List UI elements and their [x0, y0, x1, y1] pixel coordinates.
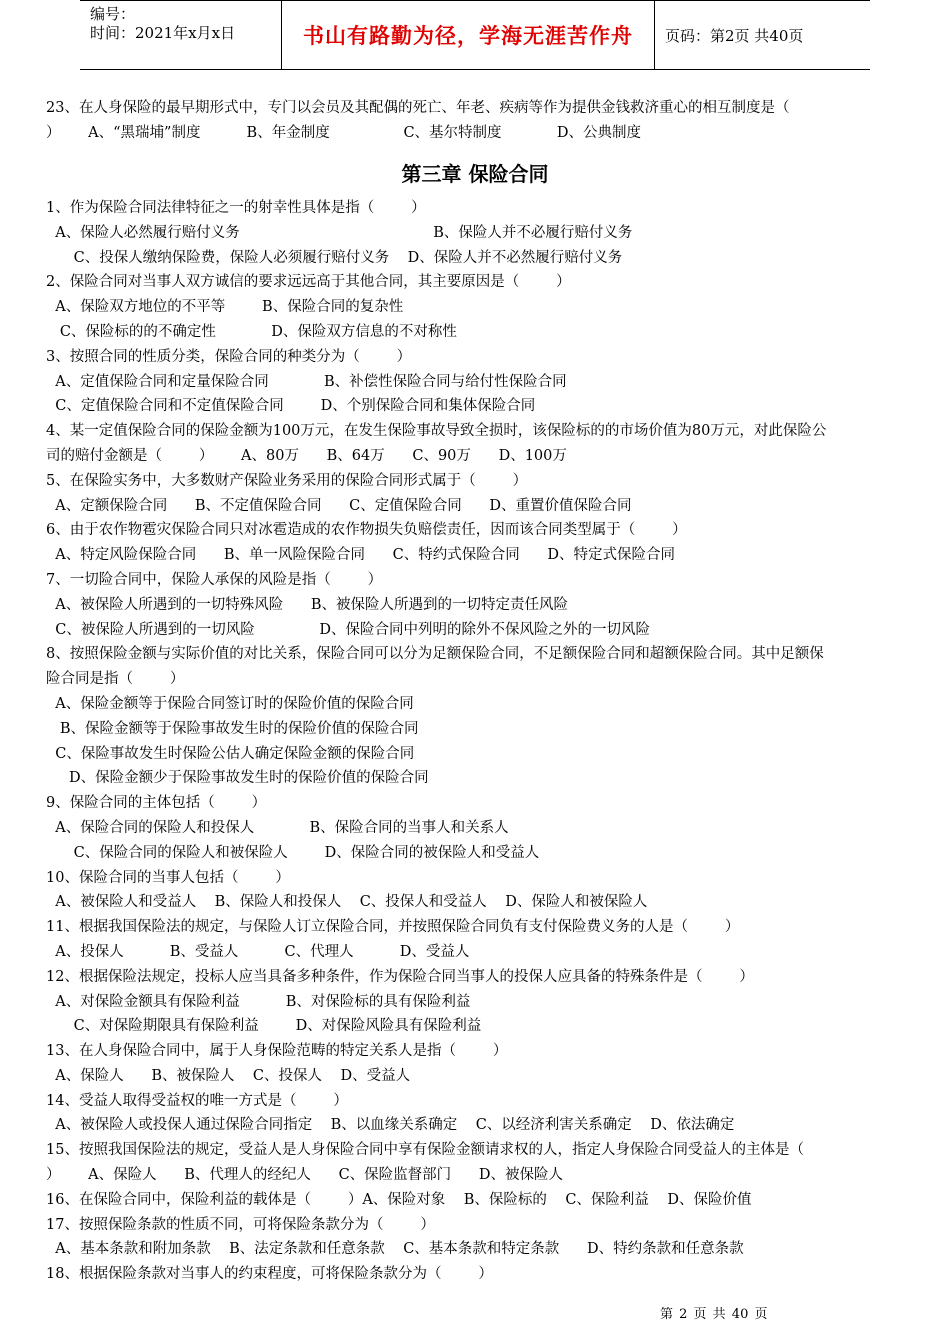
question-line: 23、在人身保险的最早期形式中，专门以会员及其配偶的死亡、年老、疾病等作为提供金钱救济重心的相互制度是（ [46, 100, 790, 116]
question-line: 司的赔付金额是（ ） A、80万 B、64万 C、90万 D、100万 [46, 447, 567, 464]
question-line: 14、受益人取得受益权的唯一方式是（ ） [46, 1092, 348, 1109]
question-line: C、被保险人所遇到的一切风险 D、保险合同中列明的除外不保风险之外的一切风险 [46, 621, 650, 638]
question-line: A、投保人 B、受益人 C、代理人 D、受益人 [46, 943, 470, 960]
question-line: A、保险金额等于保险合同签订时的保险价值的保险合同 [46, 695, 414, 712]
question-line: D、保险金额少于保险事故发生时的保险价值的保险合同 [46, 770, 429, 787]
question-line: 4、某一定值保险合同的保险金额为100万元，在发生保险事故导致全损时，该保险标的的市场价值为80万元，对此保险公 [46, 423, 827, 440]
question-line: A、定额保险合同 B、不定值保险合同 C、定值保险合同 D、重置价值保险合同 [46, 497, 632, 514]
question-line: 5、在保险实务中，大多数财产保险业务采用的保险合同形式属于（ ） [46, 472, 528, 489]
question-line: A、对保险金额具有保险利益 B、对保险标的具有保险利益 [46, 993, 471, 1010]
question-line: A、保险人 B、被保险人 C、投保人 D、受益人 [46, 1067, 411, 1084]
question-line: 18、根据保险条款对当事人的约束程度，可将保险条款分为（ ） [46, 1266, 493, 1283]
question-line: 12、根据保险法规定，投标人应当具备多种条件，作为保险合同当事人的投保人应具备的特殊条件是（ ） [46, 968, 754, 985]
question-line: A、保险人必然履行赔付义务 B、保险人并不必履行赔付义务 [46, 224, 633, 241]
question-line: A、保险双方地位的不平等 B、保险合同的复杂性 [46, 299, 404, 316]
question-line: C、投保人缴纳保险费，保险人必须履行赔付义务 D、保险人并不必然履行赔付义务 [46, 249, 623, 266]
question-line: A、定值保险合同和定量保险合同 B、补偿性保险合同与给付性保险合同 [46, 373, 567, 390]
question-line: A、被保险人所遇到的一切特殊风险 B、被保险人所遇到的一切特定责任风险 [46, 596, 568, 613]
question-line: 险合同是指（ ） [46, 671, 185, 688]
question-line: A、特定风险保险合同 B、单一风险保险合同 C、特约式保险合同 D、特定式保险合同 [46, 547, 676, 564]
time-label: 时间：2021年x月x日 [90, 24, 236, 42]
header-meta [80, 1, 280, 73]
question-line: A、被保险人或投保人通过保险合同指定 B、以血缘关系确定 C、以经济利害关系确定 D、依法确定 [46, 1117, 735, 1134]
question-line: 15、按照我国保险法的规定，受益人是人身保险合同中享有保险金额请求权的人，指定人身保险合同受益人的主体是（ [46, 1142, 804, 1159]
question-line: C、保险合同的保险人和被保险人 D、保险合同的被保险人和受益人 [46, 844, 540, 861]
question-line: C、保险标的的不确定性 D、保险双方信息的不对称性 [46, 323, 457, 340]
question-line: 11、根据我国保险法的规定，与保险人订立保险合同，并按照保险合同负有支付保险费义务的人是（ ） [46, 919, 740, 936]
question-line: C、定值保险合同和不定值保险合同 D、个别保险合同和集体保险合同 [46, 398, 536, 415]
question-line: A、保险合同的保险人和投保人 B、保险合同的当事人和关系人 [46, 819, 509, 836]
question-line: 7、一切险合同中，保险人承保的风险是指（ ） [46, 571, 383, 588]
question-line: 10、保险合同的当事人包括（ ） [46, 869, 290, 886]
question-line: 16、在保险合同中，保险利益的载体是（ ）A、保险对象 B、保险标的 C、保险利益 D、保险价值 [46, 1191, 752, 1208]
question-line: 13、在人身保险合同中，属于人身保险范畴的特定关系人是指（ ） [46, 1043, 508, 1060]
header-motto: 书山有路勤为径，学海无涯苦作舟 [281, 1, 655, 69]
question-list [46, 196, 908, 1287]
number-label: 编号： [90, 5, 136, 23]
question-list-q23 [46, 96, 908, 146]
question-line: A、基本条款和附加条款 B、法定条款和任意条款 C、基本条款和特定条款 D、特约条款和任意条款 [46, 1241, 744, 1258]
question-line: 3、按照合同的性质分类，保险合同的种类分为（ ） [46, 348, 412, 365]
question-line: 2、保险合同对当事人双方诚信的要求远远高于其他合同，其主要原因是（ ） [46, 274, 571, 291]
question-line: C、对保险期限具有保险利益 D、对保险风险具有保险利益 [46, 1018, 482, 1035]
page-footer: 第 2 页 共 40 页 [660, 1307, 768, 1322]
question-line: 8、按照保险金额与实际价值的对比关系，保险合同可以分为足额保险合同，不足额保险合同和超额保险合同。其中足额保 [46, 646, 824, 663]
question-line: ） A、保险人 B、代理人的经纪人 C、保险监督部门 D、被保险人 [46, 1167, 563, 1184]
question-line: 1、作为保险合同法律特征之一的射幸性具体是指（ ） [46, 200, 426, 216]
question-line: A、被保险人和受益人 B、保险人和投保人 C、投保人和受益人 D、保险人和被保险人 [46, 894, 648, 911]
question-line: B、保险金额等于保险事故发生时的保险价值的保险合同 [46, 720, 419, 737]
page-header [80, 0, 870, 70]
question-line: C、保险事故发生时保险公估人确定保险金额的保险合同 [46, 745, 415, 762]
question-line: ） A、“黑瑞埔”制度 B、年金制度 C、基尔特制度 D、公典制度 [46, 124, 641, 141]
question-line: 9、保险合同的主体包括（ ） [46, 795, 267, 812]
header-page-info: 页码：第2页 共40页 [665, 26, 804, 45]
question-line: 17、按照保险条款的性质不同，可将保险条款分为（ ） [46, 1216, 435, 1233]
question-line: 6、由于农作物雹灾保险合同只对冰雹造成的农作物损失负赔偿责任，因而该合同类型属于（ ） [46, 522, 687, 539]
chapter-title: 第三章 保险合同 [401, 162, 549, 186]
